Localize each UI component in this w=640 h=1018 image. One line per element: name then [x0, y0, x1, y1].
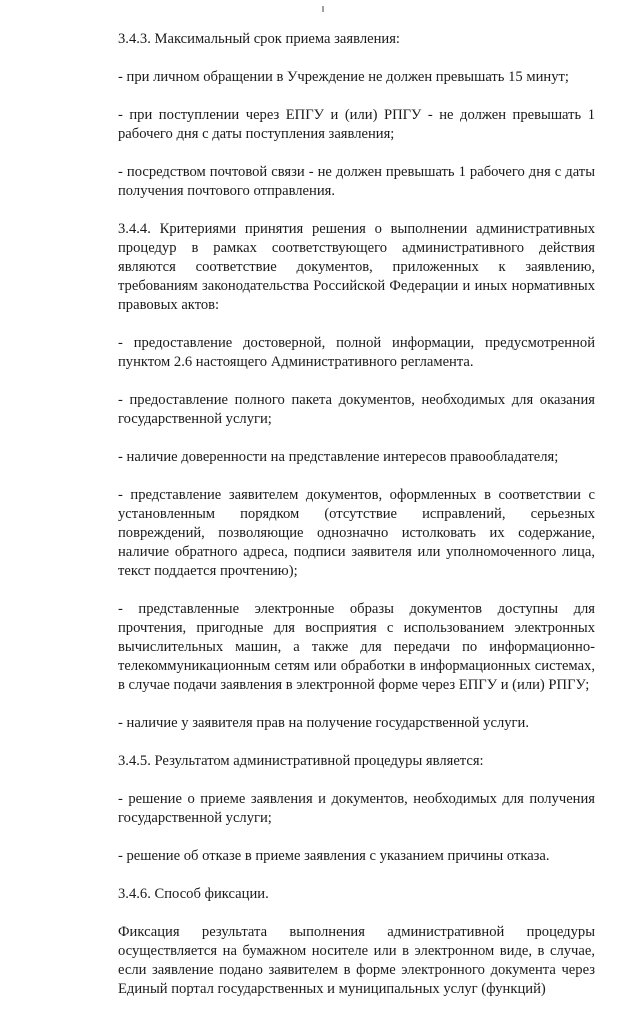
paragraph-full-package: - предоставление полного пакета документов, необходимых для оказания государственной услуги;	[118, 392, 595, 427]
paragraph-power-of-attorney: - наличие доверенности на представление интересов правообладателя;	[118, 449, 559, 465]
paragraph-reliable-info: - предоставление достоверной, полной информации, предусмотренной пунктом 2.6 настоящего Административного регламента.	[118, 335, 595, 370]
paragraph-3-4-3-heading: 3.4.3. Максимальный срок приема заявления:	[118, 31, 400, 47]
document-body	[118, 30, 595, 1018]
paragraph-in-person: - при личном обращении в Учреждение не должен превышать 15 минут;	[118, 69, 569, 85]
paragraph-fixation: Фиксация результата выполнения административной процедуры осуществляется на бумажном носителе или в электронном виде, в случае, если заявление подано заявителем в форме электронного документа через Единый портал государственных и муниципальных услуг (функций)	[118, 924, 595, 997]
paragraph-applicant-rights: - наличие у заявителя прав на получение государственной услуги.	[118, 715, 529, 731]
paragraph-epgu-rpgu: - при поступлении через ЕПГУ и (или) РПГУ - не должен превышать 1 рабочего дня с даты поступления заявления;	[118, 107, 595, 142]
paragraph-3-4-5-result: 3.4.5. Результатом административной процедуры является:	[118, 753, 484, 769]
scan-speck	[322, 6, 324, 12]
paragraph-documents-order: - представление заявителем документов, оформленных в соответствии с установленным порядком (отсутствие исправлений, серьезных повреждений, позволяющие однозначно истолковать их содержание, наличие обратного адреса, подписи заявителя или уполномоченного лица, текст поддается прочтению);	[118, 487, 595, 579]
paragraph-3-4-6-method: 3.4.6. Способ фиксации.	[118, 886, 269, 902]
paragraph-postal: - посредством почтовой связи - не должен превышать 1 рабочего дня с даты получения почтового отправления.	[118, 164, 595, 199]
paragraph-acceptance-decision: - решение о приеме заявления и документов, необходимых для получения государственной услуги;	[118, 791, 595, 826]
paragraph-3-4-4-criteria: 3.4.4. Критериями принятия решения о выполнении административных процедур в рамках соответствующего административного действия являются соответствие документов, приложенных к заявлению, требованиям законодательства Российской Федерации и иных нормативных правовых актов:	[118, 221, 595, 313]
paragraph-electronic-images: - представленные электронные образы документов доступны для прочтения, пригодные для восприятия с использованием электронных вычислительных машин, а также для передачи по информационно-телекоммуникационным сетям или обработки в информационных системах, в случае подачи заявления в электронной форме через ЕПГУ и (или) РПГУ;	[118, 601, 595, 693]
paragraph-refusal-decision: - решение об отказе в приеме заявления с указанием причины отказа.	[118, 848, 550, 864]
